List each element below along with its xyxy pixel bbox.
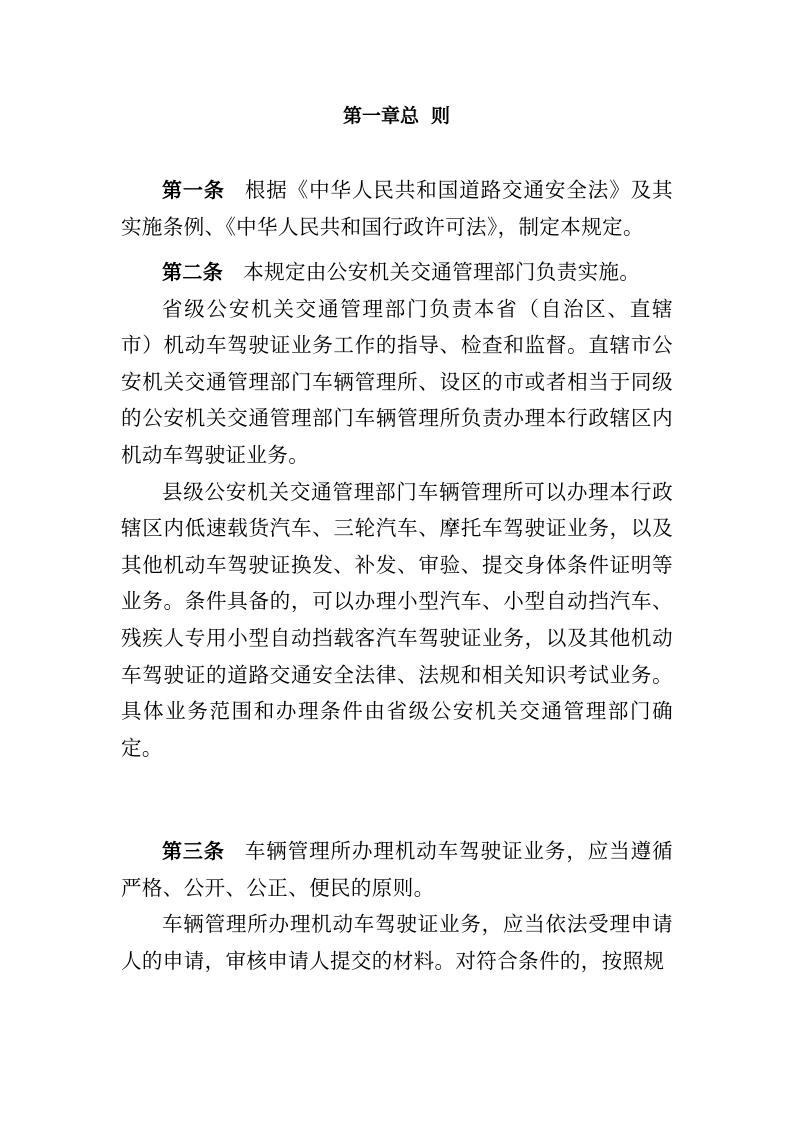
chapter-title-first-char: 总 (399, 105, 419, 127)
article-one-paragraph (121, 172, 673, 245)
article-one (121, 172, 673, 245)
article-text: 车辆管理所办理机动车驾驶证业务，应当遵循严格、公开、公正、便民的原则。 (121, 839, 673, 900)
article-text: 根据《中华人民共和国道路交通安全法》及其实施条例、《中华人民共和国行政许可法》，制定本规定。 (121, 178, 673, 239)
article-two-paragraph-3: 县级公安机关交通管理部门车辆管理所可以办理本行政辖区内低速载货汽车、三轮汽车、摩托车驾驶证业务，以及其他机动车驾驶证换发、补发、审验、提交身体条件证明等业务。条件具备的，可以办理小型汽车、小型自动挡汽车、残疾人专用小型自动挡载客汽车驾驶证业务，以及其他机动车驾驶证的道路交通安全法律、法规和相关知识考试业务。具体业务范围和办理条件由省级公安机关交通管理部门确定。 (121, 479, 673, 760)
article-number: 第三条 (162, 839, 225, 863)
chapter-title-second-char: 则 (431, 105, 451, 127)
article-two-paragraph (121, 254, 673, 291)
chapter-number: 第一章 (342, 105, 400, 127)
article-three (121, 833, 673, 979)
article-number: 第二条 (162, 260, 224, 284)
article-two (121, 254, 673, 766)
article-two-paragraph-2: 省级公安机关交通管理部门负责本省（自治区、直辖市）机动车驾驶证业务工作的指导、检查和监督。直辖市公安机关交通管理部门车辆管理所、设区的市或者相当于同级的公安机关交通管理部门车辆管理所负责办理本行政辖区内机动车驾驶证业务。 (121, 296, 673, 467)
article-text: 本规定由公安机关交通管理部门负责实施。 (243, 260, 641, 284)
article-three-paragraph-2: 车辆管理所办理机动车驾驶证业务，应当依法受理申请人的申请，审核申请人提交的材料。对符合条件的，按照规 (121, 912, 673, 973)
article-three-paragraph (121, 833, 673, 906)
chapter-title (0, 101, 793, 131)
article-number: 第一条 (162, 178, 225, 202)
